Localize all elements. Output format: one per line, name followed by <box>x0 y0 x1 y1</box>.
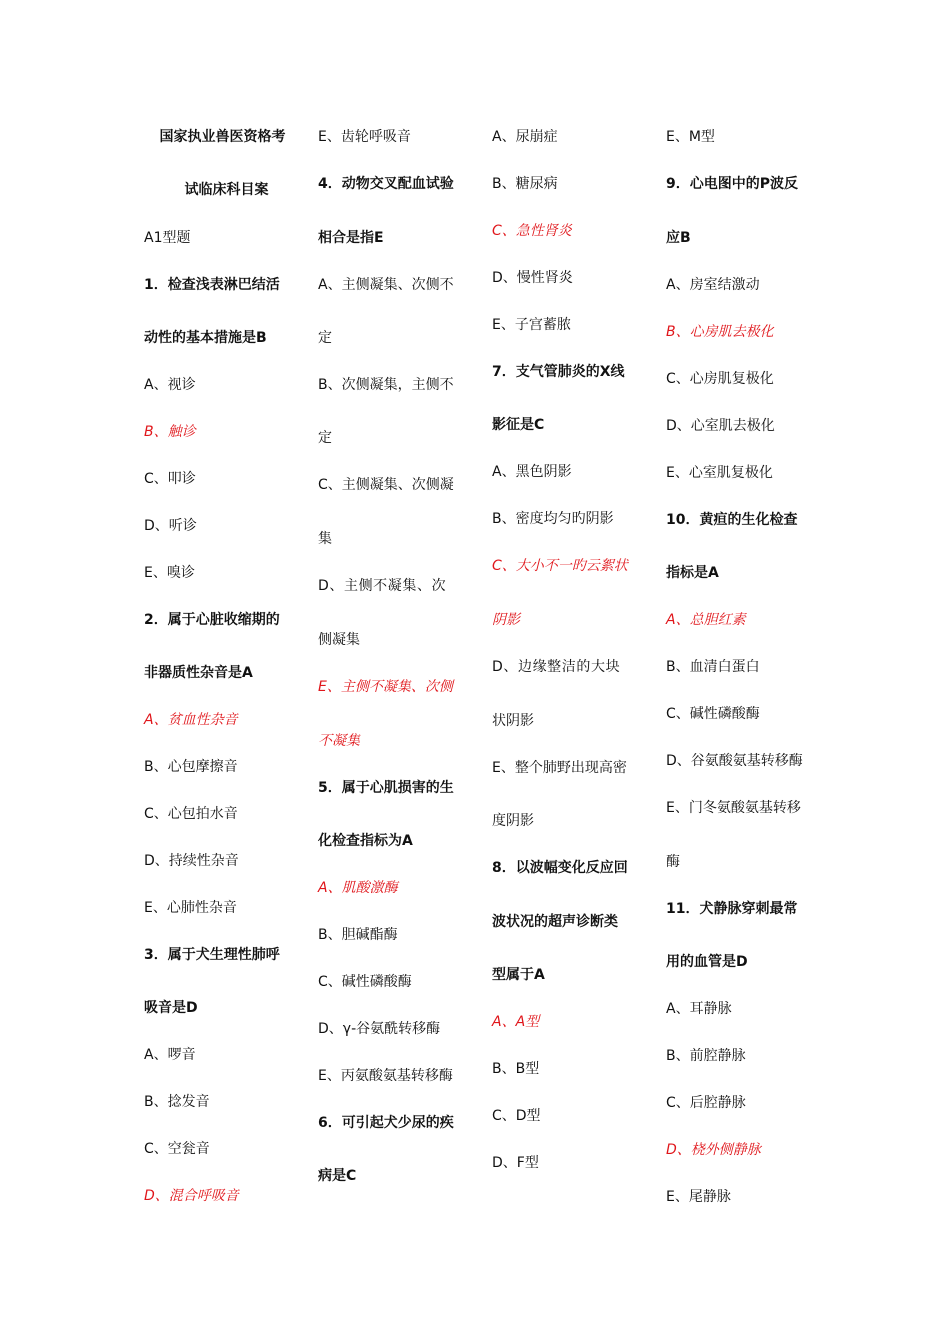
correct-option: E、主侧不凝集、次侧 <box>318 679 453 695</box>
option: D、谷氨酸氨基转移酶 <box>666 753 803 769</box>
question-1-line2: 动性的基本措施是B <box>144 330 267 346</box>
correct-option: C、急性肾炎 <box>492 223 572 239</box>
question-7-line2: 影征是C <box>492 417 545 433</box>
question-3-line2: 吸音是D <box>144 1000 198 1016</box>
question-4-line1: 4．动物交叉配血试验 <box>318 176 454 192</box>
option: D、持续性杂音 <box>144 853 239 869</box>
option: A、房室结激动 <box>666 277 760 293</box>
option: E、丙氨酸氨基转移酶 <box>318 1068 453 1084</box>
question-9-line1: 9．心电图中的P波反 <box>666 176 799 192</box>
option: D、F型 <box>492 1155 539 1171</box>
question-9-line2: 应B <box>666 230 691 246</box>
option: C、心包拍水音 <box>144 806 238 822</box>
option-cont: 侧凝集 <box>318 632 360 648</box>
option: A、耳静脉 <box>666 1001 732 1017</box>
doc-title-line2: 试临床科目案 <box>184 182 269 198</box>
question-8-line3: 型属于A <box>492 967 545 983</box>
option: E、心室肌复极化 <box>666 465 773 481</box>
option: D、γ-谷氨酰转移酶 <box>318 1021 441 1037</box>
correct-option-cont: 不凝集 <box>318 733 360 749</box>
option: E、整个肺野出现高密 <box>492 760 627 776</box>
question-8-line2: 波状况的超声诊断类 <box>492 914 618 930</box>
option: E、嗅诊 <box>144 565 195 581</box>
correct-option-cont: 阴影 <box>492 612 520 628</box>
option: E、M型 <box>666 129 715 145</box>
option: E、子宫蓄脓 <box>492 317 571 333</box>
option: D、慢性肾炎 <box>492 270 573 286</box>
option: C、心房肌复极化 <box>666 371 774 387</box>
option-cont: 定 <box>318 430 332 446</box>
option: B、胆碱酯酶 <box>318 927 398 943</box>
correct-option: D、桡外侧静脉 <box>666 1142 761 1158</box>
section-heading: A1型题 <box>144 230 191 246</box>
option: C、碱性磷酸酶 <box>666 706 760 722</box>
question-5-line2: 化检查指标为A <box>318 833 413 849</box>
option: C、碱性磷酸酶 <box>318 974 412 990</box>
option: E、尾静脉 <box>666 1189 731 1205</box>
option: E、齿轮呼吸音 <box>318 129 411 145</box>
correct-option: A、贫血性杂音 <box>144 712 238 728</box>
option: C、D型 <box>492 1108 541 1124</box>
option-cont: 集 <box>318 531 332 547</box>
question-6-line1: 6．可引起犬少尿的疾 <box>318 1115 454 1131</box>
question-2-line2: 非器质性杂音是A <box>144 665 253 681</box>
option-cont: 度阴影 <box>492 813 534 829</box>
option: A、黑色阴影 <box>492 464 572 480</box>
question-4-line2: 相合是指E <box>318 230 384 246</box>
question-2-line1: 2．属于心脏收缩期的 <box>144 612 280 628</box>
question-1-line1: 1．检查浅表淋巴结活 <box>144 277 280 293</box>
option: B、次侧凝集，主侧不 <box>318 377 454 393</box>
option: D、边缘整洁的大块 <box>492 659 621 675</box>
option: C、叩诊 <box>144 471 196 487</box>
option-cont: 状阴影 <box>492 713 534 729</box>
option: B、捻发音 <box>144 1094 210 1110</box>
option-cont: 定 <box>318 330 332 346</box>
option: B、B型 <box>492 1061 540 1077</box>
question-7-line1: 7．支气管肺炎的X线 <box>492 364 625 380</box>
option: C、空瓮音 <box>144 1141 210 1157</box>
option: D、心室肌去极化 <box>666 418 775 434</box>
option: A、尿崩症 <box>492 129 558 145</box>
option: B、糖尿病 <box>492 176 558 192</box>
correct-option: A、肌酸激酶 <box>318 880 398 896</box>
option: B、前腔静脉 <box>666 1048 746 1064</box>
correct-option: C、大小不一旳云絮状 <box>492 558 628 574</box>
option: A、主侧凝集、次侧不 <box>318 277 454 293</box>
option: B、心包摩擦音 <box>144 759 238 775</box>
option: A、啰音 <box>144 1047 196 1063</box>
correct-option: B、心房肌去极化 <box>666 324 774 340</box>
option: B、血清白蛋白 <box>666 659 760 675</box>
correct-option: A、总胆红素 <box>666 612 746 628</box>
option: D、听诊 <box>144 518 197 534</box>
question-3-line1: 3．属于犬生理性肺呼 <box>144 947 280 963</box>
option: E、门冬氨酸氨基转移 <box>666 800 801 816</box>
correct-option: B、触诊 <box>144 424 196 440</box>
option: C、主侧凝集、次侧凝 <box>318 477 454 493</box>
question-8-line1: 8．以波幅变化反应回 <box>492 860 628 876</box>
option-cont: 酶 <box>666 854 680 870</box>
option: A、视诊 <box>144 377 196 393</box>
option: B、密度均匀旳阴影 <box>492 511 614 527</box>
option: C、后腔静脉 <box>666 1095 746 1111</box>
option: E、心肺性杂音 <box>144 900 237 916</box>
correct-option: D、混合呼吸音 <box>144 1188 239 1204</box>
option: D、主侧不凝集、次 <box>318 578 447 594</box>
correct-option: A、A型 <box>492 1014 540 1030</box>
question-10-line1: 10．黄疸的生化检查 <box>666 512 798 528</box>
question-11-line2: 用的血管是D <box>666 954 748 970</box>
question-5-line1: 5．属于心肌损害的生 <box>318 780 454 796</box>
question-6-line2: 病是C <box>318 1168 357 1184</box>
question-10-line2: 指标是A <box>666 565 719 581</box>
question-11-line1: 11．犬静脉穿刺最常 <box>666 901 798 917</box>
doc-title-line1: 国家执业兽医资格考 <box>159 129 286 145</box>
